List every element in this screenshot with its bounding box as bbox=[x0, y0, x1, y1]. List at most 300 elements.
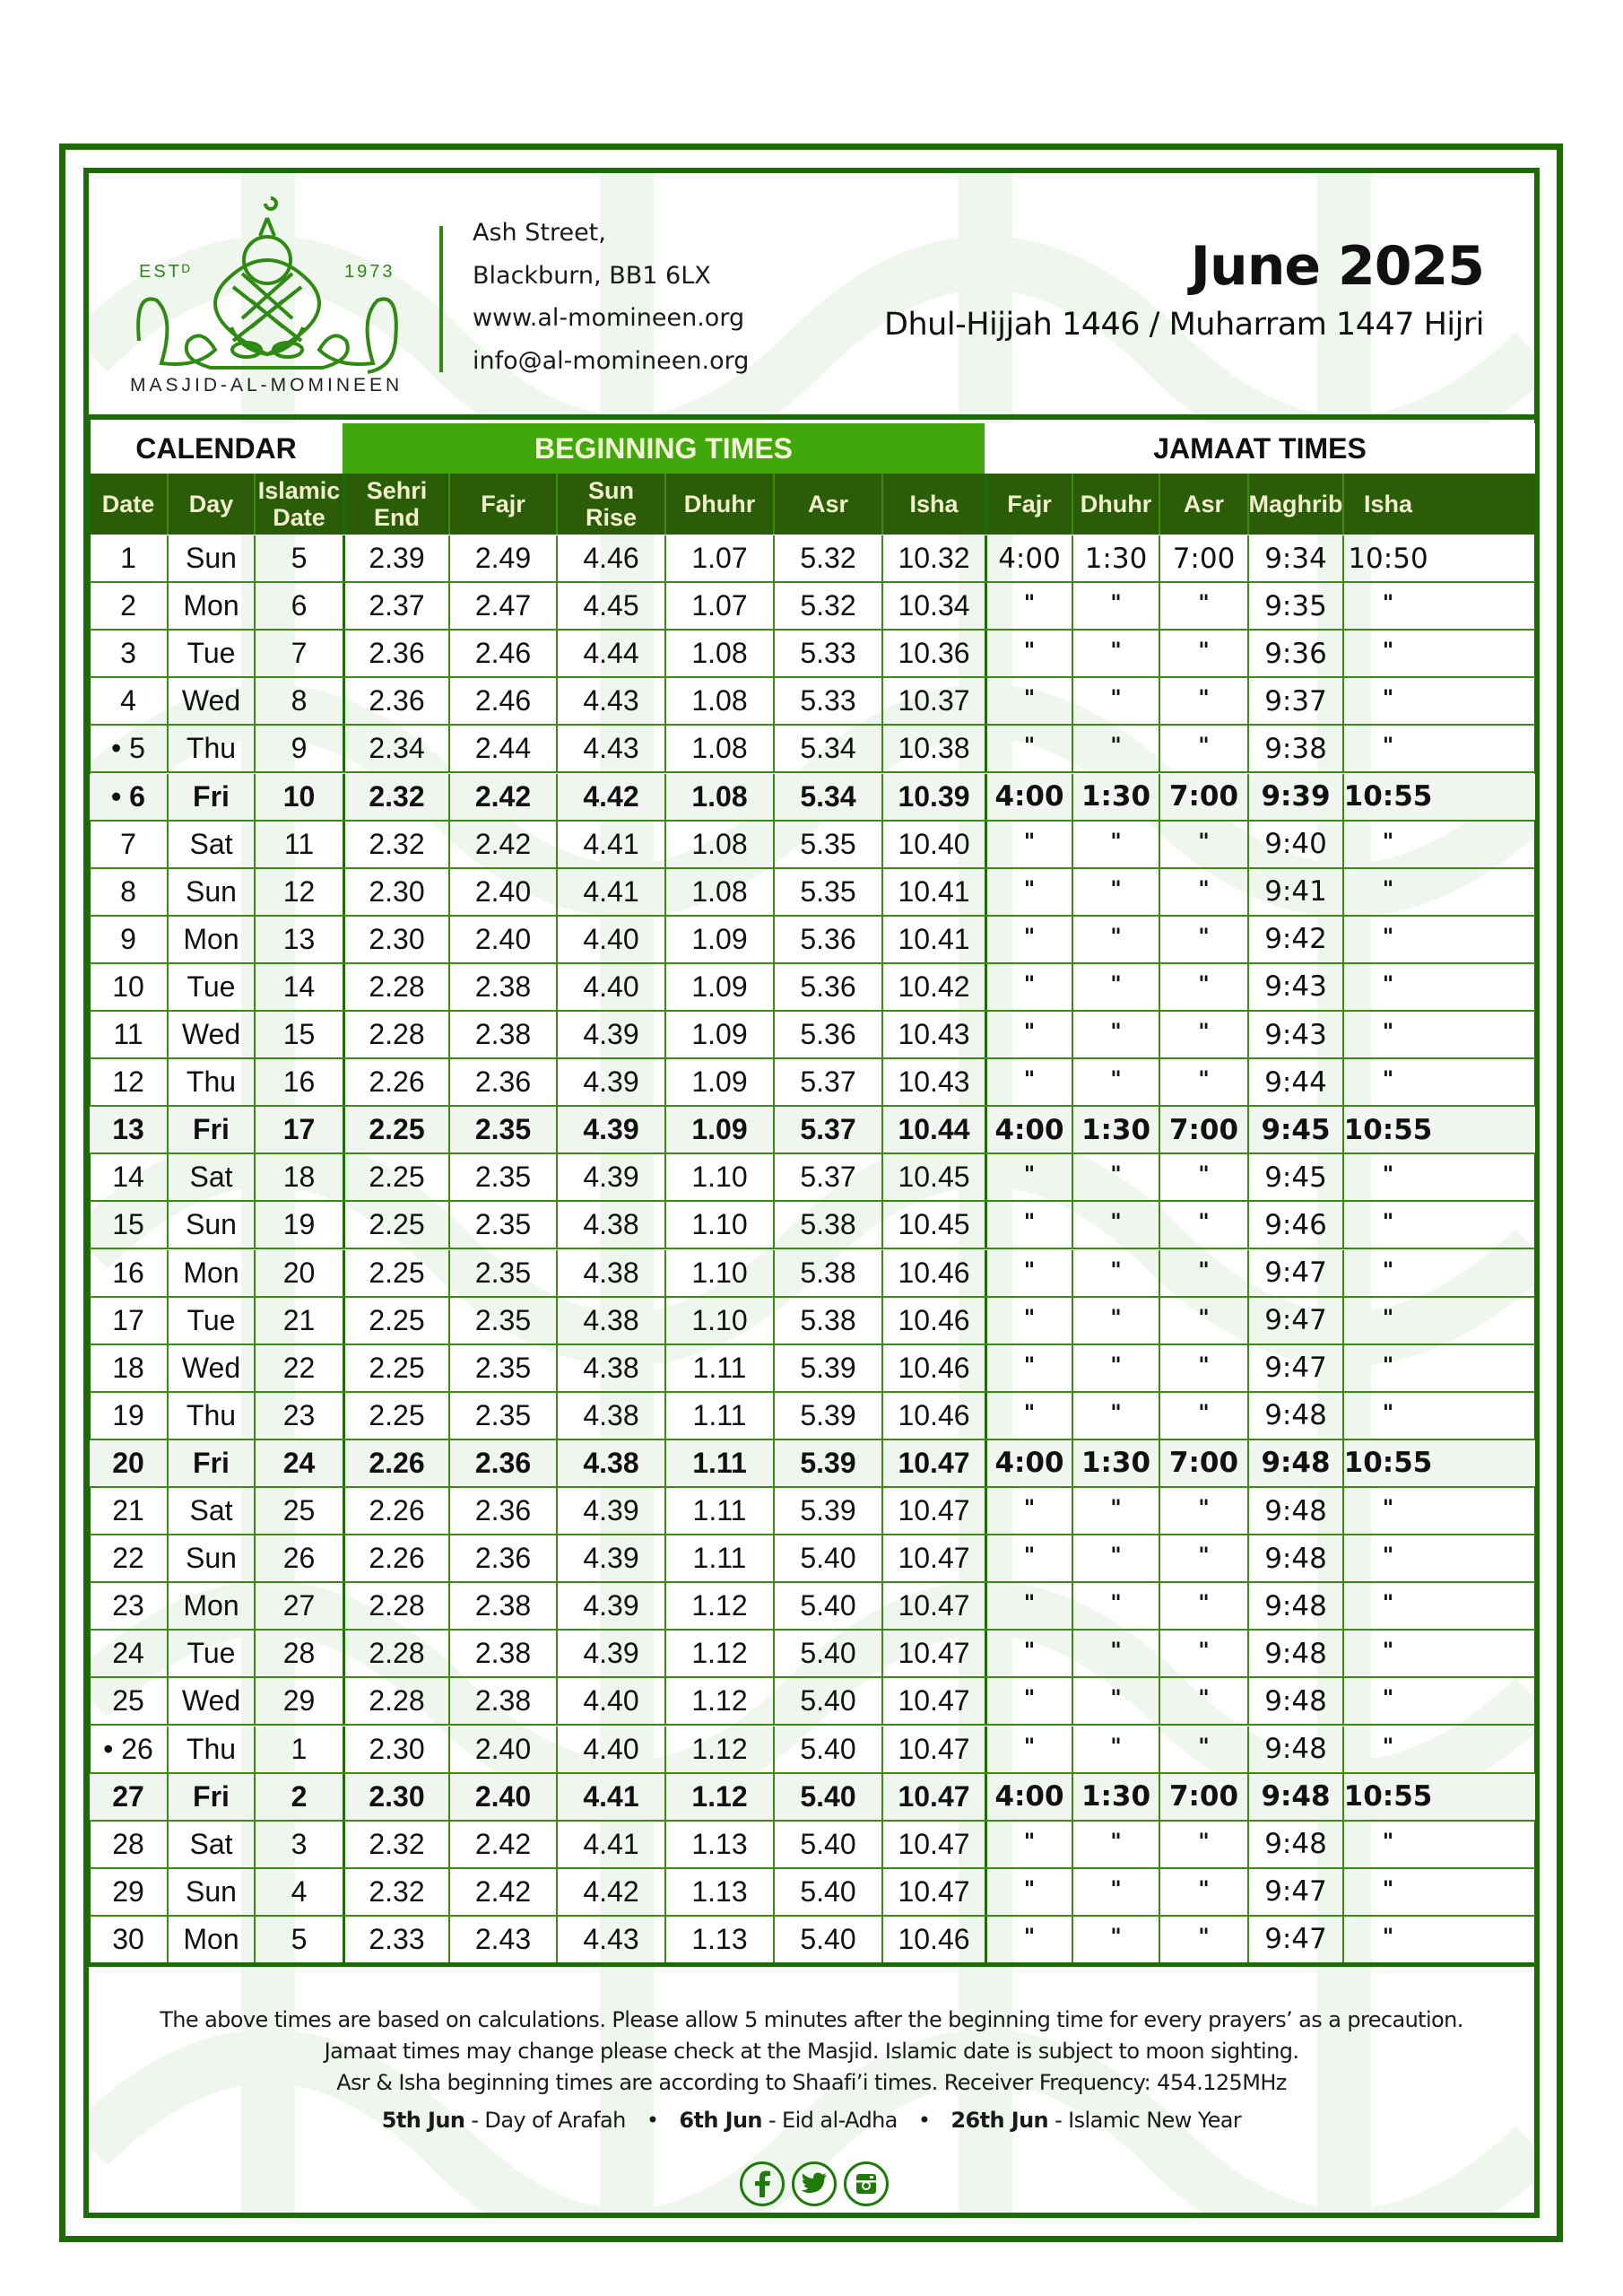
cell-sunrise: 4.38 bbox=[556, 1298, 664, 1344]
cell-sunrise: 4.43 bbox=[556, 678, 664, 724]
cell-isha-jamaat: " bbox=[1342, 1154, 1432, 1200]
cell-islamic-date: 8 bbox=[254, 678, 343, 724]
twitter-icon[interactable] bbox=[792, 2161, 837, 2206]
cell-day: Sat bbox=[167, 1154, 254, 1200]
cell-fajr-begin: 2.35 bbox=[448, 1393, 556, 1439]
cell-islamic-date: 7 bbox=[254, 631, 343, 676]
cell-dhuhr-jamaat: " bbox=[1072, 1917, 1159, 1962]
cell-fajr-begin: 2.36 bbox=[448, 1440, 556, 1486]
cell-islamic-date: 14 bbox=[254, 964, 343, 1010]
cell-isha-begin: 10.37 bbox=[881, 678, 985, 724]
header-line-1: Day bbox=[188, 491, 234, 517]
cell-isha-jamaat: " bbox=[1342, 726, 1432, 771]
cell-isha-begin: 10.43 bbox=[881, 1059, 985, 1105]
cell-maghrib-jamaat: 9:47 bbox=[1247, 1917, 1342, 1962]
cell-isha-begin: 10.46 bbox=[881, 1345, 985, 1391]
column-header-isha-jamaat bbox=[1342, 474, 1432, 535]
cell-sehri-end: 2.28 bbox=[343, 1631, 448, 1676]
cell-dhuhr-begin: 1.13 bbox=[664, 1917, 773, 1962]
cell-islamic-date: 12 bbox=[254, 869, 343, 915]
table-row bbox=[90, 1202, 1535, 1249]
cell-sunrise: 4.44 bbox=[556, 631, 664, 676]
cell-dhuhr-jamaat: " bbox=[1072, 1059, 1159, 1105]
table-row bbox=[90, 869, 1535, 917]
header-line-1: Fajr bbox=[1007, 491, 1052, 517]
cell-dhuhr-jamaat: 1:30 bbox=[1072, 1774, 1159, 1820]
cell-dhuhr-begin: 1.11 bbox=[664, 1488, 773, 1534]
cell-fajr-jamaat: " bbox=[985, 583, 1072, 629]
email-link[interactable]: info@al-momineen.org bbox=[473, 347, 750, 375]
cell-fajr-jamaat: " bbox=[985, 1917, 1072, 1962]
cell-dhuhr-jamaat: " bbox=[1072, 1583, 1159, 1629]
cell-islamic-date: 1 bbox=[254, 1726, 343, 1772]
cell-sunrise: 4.42 bbox=[556, 774, 664, 820]
cell-maghrib-jamaat: 9:37 bbox=[1247, 678, 1342, 724]
column-header-label bbox=[102, 491, 155, 517]
cell-asr-jamaat: " bbox=[1159, 1822, 1247, 1867]
cell-fajr-begin: 2.43 bbox=[448, 1917, 556, 1962]
cell-dhuhr-begin: 1.08 bbox=[664, 726, 773, 771]
cell-sehri-end: 2.25 bbox=[343, 1345, 448, 1391]
cell-sehri-end: 2.36 bbox=[343, 631, 448, 676]
header-line-1: Islamic bbox=[257, 477, 341, 504]
header-line-2: Rise bbox=[585, 504, 638, 531]
cell-dhuhr-begin: 1.11 bbox=[664, 1535, 773, 1581]
column-header-asr-begin bbox=[773, 474, 881, 535]
cell-isha-jamaat: " bbox=[1342, 1202, 1432, 1248]
table-row bbox=[90, 1535, 1535, 1583]
cell-sunrise: 4.45 bbox=[556, 583, 664, 629]
cell-islamic-date: 9 bbox=[254, 726, 343, 771]
masjid-logo bbox=[126, 184, 412, 404]
column-header-label bbox=[189, 491, 234, 517]
table-row bbox=[90, 964, 1535, 1012]
cell-dhuhr-begin: 1.08 bbox=[664, 631, 773, 676]
cell-asr-begin: 5.34 bbox=[773, 726, 881, 771]
cell-day: Wed bbox=[167, 678, 254, 724]
cell-dhuhr-jamaat: " bbox=[1072, 1869, 1159, 1915]
cell-asr-begin: 5.37 bbox=[773, 1154, 881, 1200]
header-line-1: Sun bbox=[587, 477, 634, 504]
cell-islamic-date: 17 bbox=[254, 1107, 343, 1152]
cell-asr-begin: 5.33 bbox=[773, 678, 881, 724]
cell-dhuhr-begin: 1.11 bbox=[664, 1393, 773, 1439]
cell-day: Fri bbox=[167, 1774, 254, 1820]
column-header-label bbox=[909, 491, 958, 517]
column-header-label bbox=[481, 491, 525, 517]
cell-fajr-jamaat: " bbox=[985, 1202, 1072, 1248]
cell-dhuhr-jamaat: " bbox=[1072, 822, 1159, 867]
column-header-label bbox=[1007, 491, 1052, 517]
facebook-icon[interactable] bbox=[740, 2161, 785, 2206]
table-row bbox=[90, 583, 1535, 631]
cell-fajr-jamaat: 4:00 bbox=[985, 535, 1072, 581]
cell-fajr-jamaat: 4:00 bbox=[985, 774, 1072, 820]
cell-date: 19 bbox=[112, 1398, 144, 1431]
cell-date: 12 bbox=[112, 1065, 144, 1099]
cell-sehri-end: 2.25 bbox=[343, 1154, 448, 1200]
cell-sehri-end: 2.25 bbox=[343, 1298, 448, 1344]
table-row bbox=[90, 1678, 1535, 1726]
cell-isha-begin: 10.42 bbox=[881, 964, 985, 1010]
cell-asr-begin: 5.40 bbox=[773, 1869, 881, 1915]
cell-maghrib-jamaat: 9:48 bbox=[1247, 1488, 1342, 1534]
cell-isha-jamaat: " bbox=[1342, 583, 1432, 629]
cell-maghrib-jamaat: 9:45 bbox=[1247, 1154, 1342, 1200]
cell-asr-begin: 5.32 bbox=[773, 535, 881, 581]
cell-isha-jamaat: " bbox=[1342, 1059, 1432, 1105]
cell-asr-begin: 5.40 bbox=[773, 1822, 881, 1867]
cell-fajr-jamaat: " bbox=[985, 1631, 1072, 1676]
cell-fajr-jamaat: " bbox=[985, 822, 1072, 867]
cell-fajr-begin: 2.35 bbox=[448, 1202, 556, 1248]
cell-maghrib-jamaat: 9:44 bbox=[1247, 1059, 1342, 1105]
cell-asr-begin: 5.38 bbox=[773, 1298, 881, 1344]
cell-sehri-end: 2.30 bbox=[343, 917, 448, 962]
cell-asr-begin: 5.40 bbox=[773, 1535, 881, 1581]
cell-sunrise: 4.38 bbox=[556, 1345, 664, 1391]
cell-dhuhr-begin: 1.09 bbox=[664, 964, 773, 1010]
cell-isha-jamaat: " bbox=[1342, 1488, 1432, 1534]
cell-isha-begin: 10.44 bbox=[881, 1107, 985, 1152]
column-header-label bbox=[367, 477, 428, 531]
cell-asr-begin: 5.34 bbox=[773, 774, 881, 820]
cell-dhuhr-jamaat: " bbox=[1072, 964, 1159, 1010]
cell-dhuhr-begin: 1.07 bbox=[664, 583, 773, 629]
cell-dhuhr-jamaat: " bbox=[1072, 1535, 1159, 1581]
cell-isha-begin: 10.45 bbox=[881, 1154, 985, 1200]
table-row bbox=[90, 1583, 1535, 1631]
column-header-label bbox=[1364, 491, 1412, 517]
cell-isha-jamaat: " bbox=[1342, 1822, 1432, 1867]
cell-isha-jamaat: " bbox=[1342, 964, 1432, 1010]
cell-maghrib-jamaat: 9:48 bbox=[1247, 1535, 1342, 1581]
cell-dhuhr-begin: 1.09 bbox=[664, 1059, 773, 1105]
cell-sunrise: 4.39 bbox=[556, 1535, 664, 1581]
cell-maghrib-jamaat: 9:41 bbox=[1247, 869, 1342, 915]
cell-asr-jamaat: " bbox=[1159, 631, 1247, 676]
cell-maghrib-jamaat: 9:38 bbox=[1247, 726, 1342, 771]
cell-date: 10 bbox=[112, 970, 144, 1003]
cell-dhuhr-begin: 1.09 bbox=[664, 917, 773, 962]
cell-dhuhr-begin: 1.12 bbox=[664, 1726, 773, 1772]
cell-isha-jamaat: " bbox=[1342, 917, 1432, 962]
cell-dhuhr-begin: 1.10 bbox=[664, 1154, 773, 1200]
header-line-1: Dhuhr bbox=[1080, 491, 1152, 517]
cell-asr-begin: 5.40 bbox=[773, 1917, 881, 1962]
cell-islamic-date: 26 bbox=[254, 1535, 343, 1581]
cell-isha-begin: 10.47 bbox=[881, 1440, 985, 1486]
cell-asr-jamaat: 7:00 bbox=[1159, 1440, 1247, 1486]
cell-asr-begin: 5.36 bbox=[773, 964, 881, 1010]
website-link[interactable]: www.al-momineen.org bbox=[473, 304, 745, 332]
cell-isha-begin: 10.43 bbox=[881, 1012, 985, 1057]
cell-fajr-jamaat: 4:00 bbox=[985, 1440, 1072, 1486]
cell-sunrise: 4.41 bbox=[556, 1822, 664, 1867]
cell-sunrise: 4.41 bbox=[556, 822, 664, 867]
cell-dhuhr-jamaat: " bbox=[1072, 1678, 1159, 1724]
cell-isha-begin: 10.47 bbox=[881, 1583, 985, 1629]
cell-sehri-end: 2.28 bbox=[343, 1678, 448, 1724]
table-row bbox=[90, 1774, 1535, 1822]
cell-fajr-begin: 2.36 bbox=[448, 1488, 556, 1534]
cell-sehri-end: 2.34 bbox=[343, 726, 448, 771]
cell-date: 21 bbox=[112, 1494, 144, 1526]
cell-isha-begin: 10.47 bbox=[881, 1774, 985, 1820]
cell-day: Sat bbox=[167, 1822, 254, 1867]
cell-asr-jamaat: " bbox=[1159, 1535, 1247, 1581]
cell-sunrise: 4.39 bbox=[556, 1154, 664, 1200]
cell-isha-begin: 10.36 bbox=[881, 631, 985, 676]
cell-asr-jamaat: " bbox=[1159, 1488, 1247, 1534]
cell-asr-begin: 5.35 bbox=[773, 869, 881, 915]
table-row bbox=[90, 774, 1535, 822]
cell-isha-begin: 10.47 bbox=[881, 1535, 985, 1581]
cell-isha-jamaat: " bbox=[1342, 1393, 1432, 1439]
cell-date: 7 bbox=[120, 827, 136, 860]
cell-isha-begin: 10.45 bbox=[881, 1202, 985, 1248]
cell-asr-jamaat: " bbox=[1159, 1678, 1247, 1724]
cell-isha-jamaat: " bbox=[1342, 869, 1432, 915]
cell-isha-jamaat: " bbox=[1342, 1012, 1432, 1057]
table-row bbox=[90, 1726, 1535, 1774]
cell-sehri-end: 2.32 bbox=[343, 822, 448, 867]
cell-fajr-jamaat: " bbox=[985, 1678, 1072, 1724]
cell-date: 15 bbox=[112, 1208, 144, 1241]
cell-dhuhr-jamaat: " bbox=[1072, 1822, 1159, 1867]
table-row bbox=[90, 1250, 1535, 1298]
cell-dhuhr-jamaat: 1:30 bbox=[1072, 1107, 1159, 1152]
header-line-1: Date bbox=[101, 491, 155, 517]
event-separator: • bbox=[646, 2108, 659, 2133]
cell-isha-jamaat: 10:55 bbox=[1342, 774, 1432, 820]
cell-maghrib-jamaat: 9:46 bbox=[1247, 1202, 1342, 1248]
table-bottom-border bbox=[89, 1962, 1534, 1967]
cell-asr-begin: 5.36 bbox=[773, 1012, 881, 1057]
cell-day: Tue bbox=[167, 1631, 254, 1676]
cell-maghrib-jamaat: 9:43 bbox=[1247, 964, 1342, 1010]
cell-dhuhr-jamaat: " bbox=[1072, 1393, 1159, 1439]
cell-asr-jamaat: 7:00 bbox=[1159, 1107, 1247, 1152]
cell-fajr-begin: 2.40 bbox=[448, 917, 556, 962]
cell-day: Thu bbox=[167, 726, 254, 771]
cell-dhuhr-jamaat: " bbox=[1072, 1250, 1159, 1296]
cell-sehri-end: 2.25 bbox=[343, 1393, 448, 1439]
cell-fajr-begin: 2.38 bbox=[448, 1678, 556, 1724]
cell-dhuhr-begin: 1.08 bbox=[664, 774, 773, 820]
cell-date: 18 bbox=[112, 1351, 144, 1384]
cell-sunrise: 4.38 bbox=[556, 1202, 664, 1248]
cell-fajr-begin: 2.46 bbox=[448, 631, 556, 676]
cell-fajr-jamaat: " bbox=[985, 678, 1072, 724]
column-header-label bbox=[684, 491, 755, 517]
table-row bbox=[90, 535, 1535, 583]
cell-isha-jamaat: 10:55 bbox=[1342, 1774, 1432, 1820]
cell-asr-begin: 5.35 bbox=[773, 822, 881, 867]
cell-sehri-end: 2.30 bbox=[343, 869, 448, 915]
cell-isha-jamaat: " bbox=[1342, 1535, 1432, 1581]
logo-established-label: ESTᴰ bbox=[139, 262, 193, 282]
cell-maghrib-jamaat: 9:40 bbox=[1247, 822, 1342, 867]
cell-sehri-end: 2.36 bbox=[343, 678, 448, 724]
cell-asr-begin: 5.33 bbox=[773, 631, 881, 676]
cell-asr-jamaat: " bbox=[1159, 678, 1247, 724]
cell-date: 27 bbox=[112, 1779, 144, 1813]
cell-islamic-date: 20 bbox=[254, 1250, 343, 1296]
hijri-subtitle: Dhul-Hijjah 1446 / Muharram 1447 Hijri bbox=[884, 307, 1484, 343]
cell-sehri-end: 2.25 bbox=[343, 1202, 448, 1248]
cell-sunrise: 4.39 bbox=[556, 1583, 664, 1629]
cell-date: 1 bbox=[120, 542, 136, 574]
cell-asr-begin: 5.39 bbox=[773, 1440, 881, 1486]
column-header-asr-jamaat bbox=[1159, 474, 1247, 535]
cell-isha-jamaat: 10:55 bbox=[1342, 1107, 1432, 1152]
footer-note-calculations: The above times are based on calculations. Please allow 5 minutes after the beginning time for every prayers’ as a precaution. bbox=[160, 2007, 1463, 2032]
cell-fajr-jamaat: 4:00 bbox=[985, 1107, 1072, 1152]
cell-day: Mon bbox=[167, 1250, 254, 1296]
cell-fajr-jamaat: " bbox=[985, 726, 1072, 771]
cell-maghrib-jamaat: 9:48 bbox=[1247, 1393, 1342, 1439]
cell-sunrise: 4.39 bbox=[556, 1012, 664, 1057]
cell-dhuhr-begin: 1.10 bbox=[664, 1298, 773, 1344]
cell-isha-begin: 10.46 bbox=[881, 1917, 985, 1962]
cell-date: 3 bbox=[120, 637, 136, 670]
cell-asr-jamaat: " bbox=[1159, 1726, 1247, 1772]
cell-day: Wed bbox=[167, 1012, 254, 1057]
header-line-1: Fajr bbox=[481, 491, 525, 517]
cell-maghrib-jamaat: 9:42 bbox=[1247, 917, 1342, 962]
logo-masjid-name: MASJID-AL-MOMINEEN bbox=[130, 375, 404, 396]
cell-dhuhr-jamaat: 1:30 bbox=[1072, 1440, 1159, 1486]
cell-fajr-jamaat: " bbox=[985, 1869, 1072, 1915]
cell-fajr-begin: 2.36 bbox=[448, 1535, 556, 1581]
cell-sehri-end: 2.30 bbox=[343, 1774, 448, 1820]
table-row bbox=[90, 917, 1535, 964]
cell-sunrise: 4.46 bbox=[556, 535, 664, 581]
table-row bbox=[90, 1869, 1535, 1917]
cell-isha-begin: 10.47 bbox=[881, 1822, 985, 1867]
cell-dhuhr-begin: 1.13 bbox=[664, 1822, 773, 1867]
cell-maghrib-jamaat: 9:39 bbox=[1247, 774, 1342, 820]
cell-fajr-jamaat: " bbox=[985, 1488, 1072, 1534]
cell-date: 24 bbox=[112, 1637, 144, 1670]
column-header-label bbox=[808, 491, 848, 517]
cell-islamic-date: 21 bbox=[254, 1298, 343, 1344]
address-city: Blackburn, BB1 6LX bbox=[473, 262, 711, 290]
cell-sehri-end: 2.32 bbox=[343, 1822, 448, 1867]
cell-day: Sun bbox=[167, 1202, 254, 1248]
cell-isha-jamaat: " bbox=[1342, 1298, 1432, 1344]
cell-asr-jamaat: " bbox=[1159, 1631, 1247, 1676]
cell-fajr-jamaat: 4:00 bbox=[985, 1774, 1072, 1820]
cell-day: Sun bbox=[167, 1535, 254, 1581]
header-line-1: Isha bbox=[909, 491, 959, 517]
cell-sunrise: 4.41 bbox=[556, 869, 664, 915]
table-row bbox=[90, 1107, 1535, 1154]
table-row bbox=[90, 1440, 1535, 1488]
cell-sehri-end: 2.28 bbox=[343, 1012, 448, 1057]
cell-islamic-date: 19 bbox=[254, 1202, 343, 1248]
cell-day: Wed bbox=[167, 1678, 254, 1724]
cell-islamic-date: 11 bbox=[254, 822, 343, 867]
cell-asr-begin: 5.39 bbox=[773, 1393, 881, 1439]
cell-dhuhr-jamaat: " bbox=[1072, 631, 1159, 676]
column-header-label bbox=[1081, 491, 1151, 517]
cell-fajr-begin: 2.38 bbox=[448, 1631, 556, 1676]
cell-asr-begin: 5.32 bbox=[773, 583, 881, 629]
cell-sehri-end: 2.28 bbox=[343, 964, 448, 1010]
cell-asr-jamaat: " bbox=[1159, 964, 1247, 1010]
cell-isha-jamaat: " bbox=[1342, 1678, 1432, 1724]
cell-isha-begin: 10.47 bbox=[881, 1869, 985, 1915]
cell-fajr-jamaat: " bbox=[985, 1822, 1072, 1867]
cell-asr-jamaat: " bbox=[1159, 1345, 1247, 1391]
cell-maghrib-jamaat: 9:48 bbox=[1247, 1774, 1342, 1820]
group-header-beginning-times: BEGINNING TIMES bbox=[343, 423, 985, 474]
event-date: 26th Jun bbox=[950, 2108, 1049, 2133]
cell-asr-jamaat: " bbox=[1159, 822, 1247, 867]
cell-islamic-date: 5 bbox=[254, 1917, 343, 1962]
cell-islamic-date: 16 bbox=[254, 1059, 343, 1105]
table-row bbox=[90, 822, 1535, 869]
cell-isha-jamaat: " bbox=[1342, 678, 1432, 724]
cell-fajr-jamaat: " bbox=[985, 1154, 1072, 1200]
cell-asr-begin: 5.40 bbox=[773, 1631, 881, 1676]
cell-fajr-jamaat: " bbox=[985, 1345, 1072, 1391]
cell-fajr-jamaat: " bbox=[985, 1583, 1072, 1629]
instagram-icon[interactable] bbox=[844, 2161, 889, 2206]
cell-isha-begin: 10.34 bbox=[881, 583, 985, 629]
cell-fajr-jamaat: " bbox=[985, 869, 1072, 915]
table-row bbox=[90, 1488, 1535, 1535]
cell-islamic-date: 15 bbox=[254, 1012, 343, 1057]
column-header-islamic-date bbox=[254, 474, 343, 535]
cell-maghrib-jamaat: 9:47 bbox=[1247, 1345, 1342, 1391]
cell-isha-begin: 10.47 bbox=[881, 1488, 985, 1534]
cell-date: 30 bbox=[112, 1922, 144, 1955]
column-header-label bbox=[586, 477, 637, 531]
cell-asr-begin: 5.40 bbox=[773, 1678, 881, 1724]
cell-sehri-end: 2.37 bbox=[343, 583, 448, 629]
cell-isha-begin: 10.32 bbox=[881, 535, 985, 581]
cell-asr-begin: 5.36 bbox=[773, 917, 881, 962]
cell-isha-jamaat: " bbox=[1342, 631, 1432, 676]
cell-dhuhr-jamaat: " bbox=[1072, 1631, 1159, 1676]
table-row bbox=[90, 1917, 1535, 1964]
cell-fajr-begin: 2.38 bbox=[448, 1583, 556, 1629]
cell-sunrise: 4.38 bbox=[556, 1393, 664, 1439]
cell-islamic-date: 25 bbox=[254, 1488, 343, 1534]
cell-fajr-jamaat: " bbox=[985, 1393, 1072, 1439]
cell-fajr-jamaat: " bbox=[985, 917, 1072, 962]
cell-dhuhr-jamaat: " bbox=[1072, 583, 1159, 629]
cell-maghrib-jamaat: 9:48 bbox=[1247, 1440, 1342, 1486]
cell-dhuhr-jamaat: " bbox=[1072, 1488, 1159, 1534]
cell-dhuhr-jamaat: " bbox=[1072, 678, 1159, 724]
cell-isha-jamaat: " bbox=[1342, 1917, 1432, 1962]
cell-day: Mon bbox=[167, 583, 254, 629]
column-header-sehri-end bbox=[343, 474, 448, 535]
cell-asr-jamaat: " bbox=[1159, 583, 1247, 629]
cell-sehri-end: 2.39 bbox=[343, 535, 448, 581]
header-line-1: Isha bbox=[1363, 491, 1413, 517]
cell-asr-jamaat: 7:00 bbox=[1159, 535, 1247, 581]
cell-sunrise: 4.40 bbox=[556, 1678, 664, 1724]
cell-isha-jamaat: " bbox=[1342, 822, 1432, 867]
table-row bbox=[90, 1154, 1535, 1202]
cell-day: Sun bbox=[167, 535, 254, 581]
cell-sehri-end: 2.25 bbox=[343, 1107, 448, 1152]
